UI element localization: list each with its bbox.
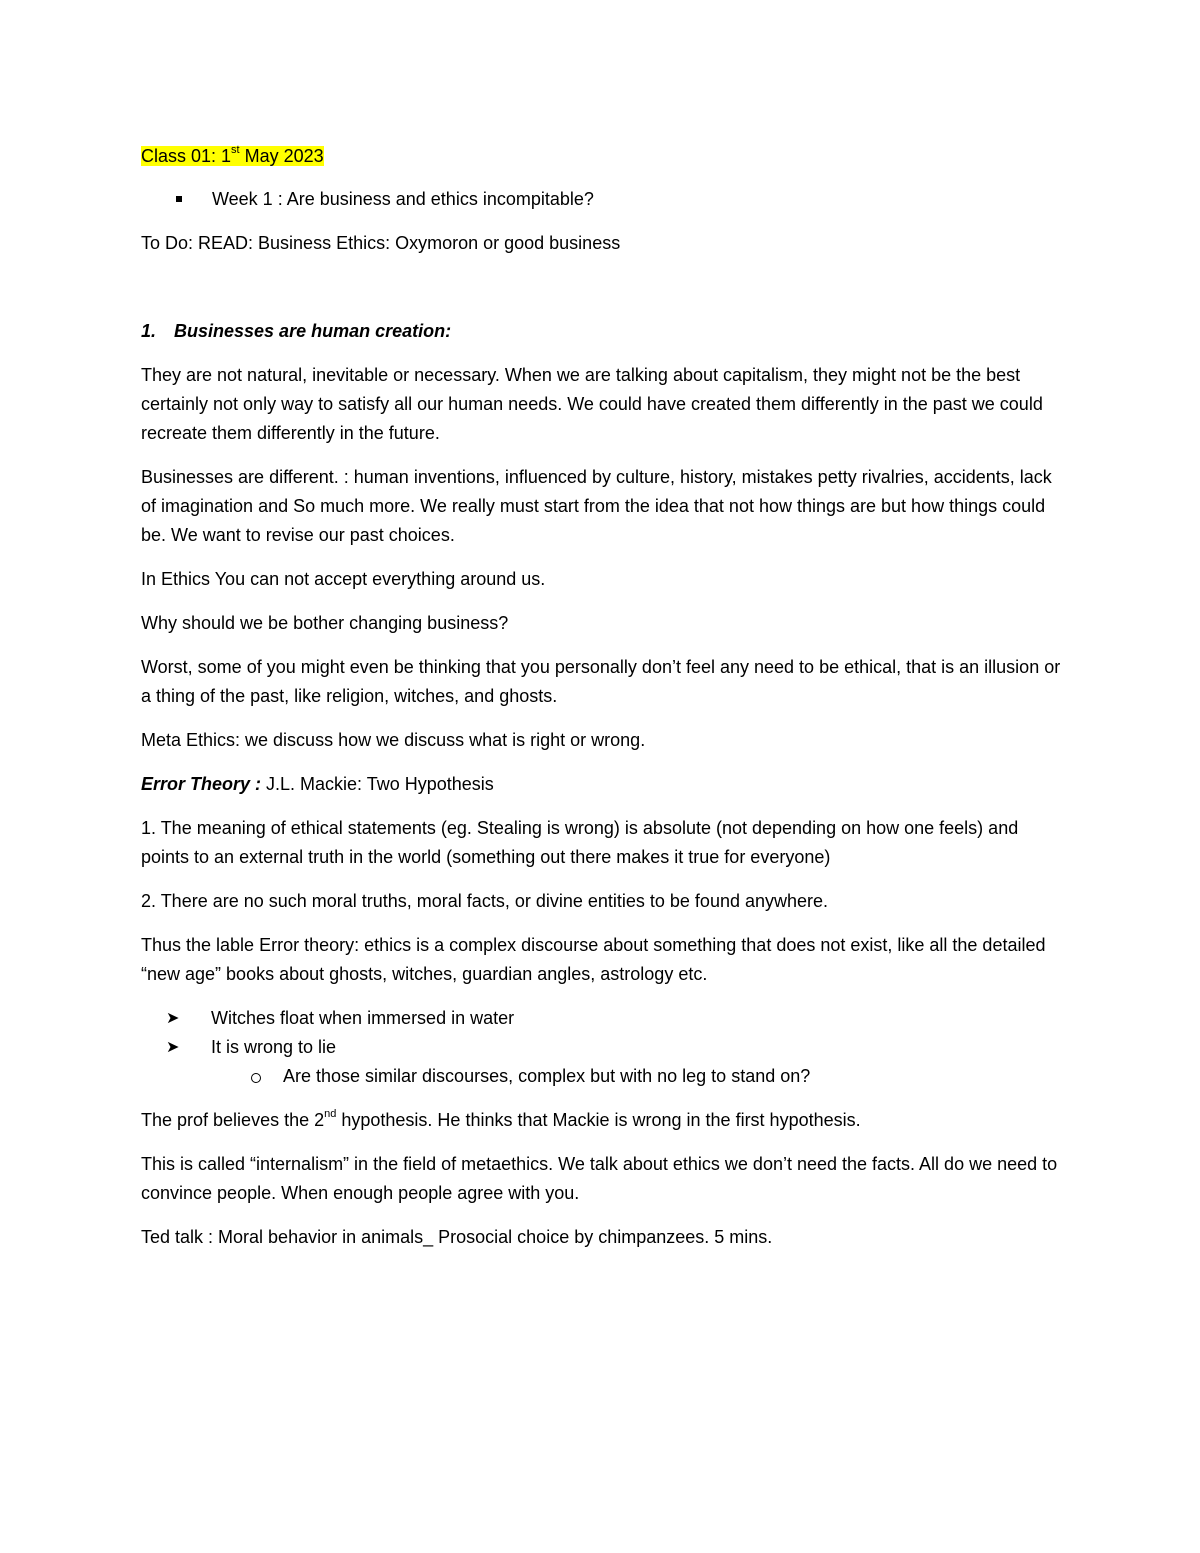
hypothesis-paragraph [141, 1106, 1071, 1135]
week-bullet-item [176, 185, 1071, 214]
class-title-superscript: st [231, 144, 240, 156]
list-item-text: It is wrong to lie [211, 1037, 337, 1057]
arrow-bullet-list [141, 1004, 1071, 1091]
arrowhead-bullet-icon: ➤ [166, 1039, 180, 1056]
paragraph: This is called “internalism” in the field of metaethics. We talk about ethics we don’t need the facts. All do we need to convince people. When enough people agree with you. [141, 1154, 1058, 1203]
hypothesis-prefix: The prof believes the 2 [141, 1110, 325, 1130]
section-heading [141, 317, 1071, 346]
paragraph: Ted talk : Moral behavior in animals_ Prosocial choice by chimpanzees. 5 mins. [141, 1227, 773, 1247]
class-title-prefix: Class 01: 1 [141, 146, 232, 166]
paragraph: Businesses are different. : human inventions, influenced by culture, history, mistakes petty rivalries, accidents, lack of imagination and So much more. We really must start from the idea that not how things are but how things could be. We want to revise our past choices. [141, 467, 1052, 545]
list-item-text: Witches float when immersed in water [211, 1008, 515, 1028]
circle-bullet-icon [251, 1073, 261, 1083]
paragraph: Thus the lable Error theory: ethics is a complex discourse about something that does not exist, like all the detailed “new age” books about ghosts, witches, guardian angles, astrology etc. [141, 935, 1046, 984]
error-theory-label: Error Theory : [141, 774, 262, 794]
class-title-suffix: May 2023 [239, 146, 324, 166]
blank-spacer [141, 273, 1071, 317]
document-body [141, 142, 1071, 1267]
paragraph: Why should we be bother changing business? [141, 613, 509, 633]
sub-list-item-text: Are those similar discourses, complex but with no leg to stand on? [283, 1066, 811, 1086]
paragraph: Worst, some of you might even be thinking that you personally don’t feel any need to be ethical, that is an illusion or a thing of the past, like religion, witches, and ghosts. [141, 657, 1061, 706]
paragraph: 2. There are no such moral truths, moral facts, or divine entities to be found anywhere. [141, 891, 829, 911]
class-title [141, 142, 1071, 171]
hypothesis-superscript: nd [324, 1108, 337, 1120]
paragraph: In Ethics You can not accept everything around us. [141, 569, 546, 589]
list-item [166, 1004, 1071, 1033]
error-theory-rest: J.L. Mackie: Two Hypothesis [261, 774, 494, 794]
week-bullet-text: Week 1 : Are business and ethics incompitable? [212, 189, 594, 209]
paragraph: They are not natural, inevitable or necessary. When we are talking about capitalism, they might not be the best certainly not only way to satisfy all our human needs. We could have created them differently in the past we could recreate them differently in the future. [141, 365, 1043, 443]
highlighted-class-date [141, 146, 324, 166]
hypothesis-suffix: hypothesis. He thinks that Mackie is wrong in the first hypothesis. [336, 1110, 861, 1130]
paragraph: Meta Ethics: we discuss how we discuss what is right or wrong. [141, 730, 646, 750]
arrowhead-bullet-icon: ➤ [166, 1010, 180, 1027]
paragraph: 1. The meaning of ethical statements (eg. Stealing is wrong) is absolute (not depending on how one feels) and points to an external truth in the world (something out there makes it true for everyone) [141, 818, 1019, 867]
square-bullet-icon [176, 196, 182, 202]
section-number: 1. [141, 321, 157, 341]
sub-list-item [251, 1062, 1071, 1091]
todo-line: To Do: READ: Business Ethics: Oxymoron or good business [141, 233, 621, 253]
section-title: Businesses are human creation: [174, 321, 452, 341]
list-item [166, 1033, 1071, 1062]
error-theory-line [141, 770, 1071, 799]
